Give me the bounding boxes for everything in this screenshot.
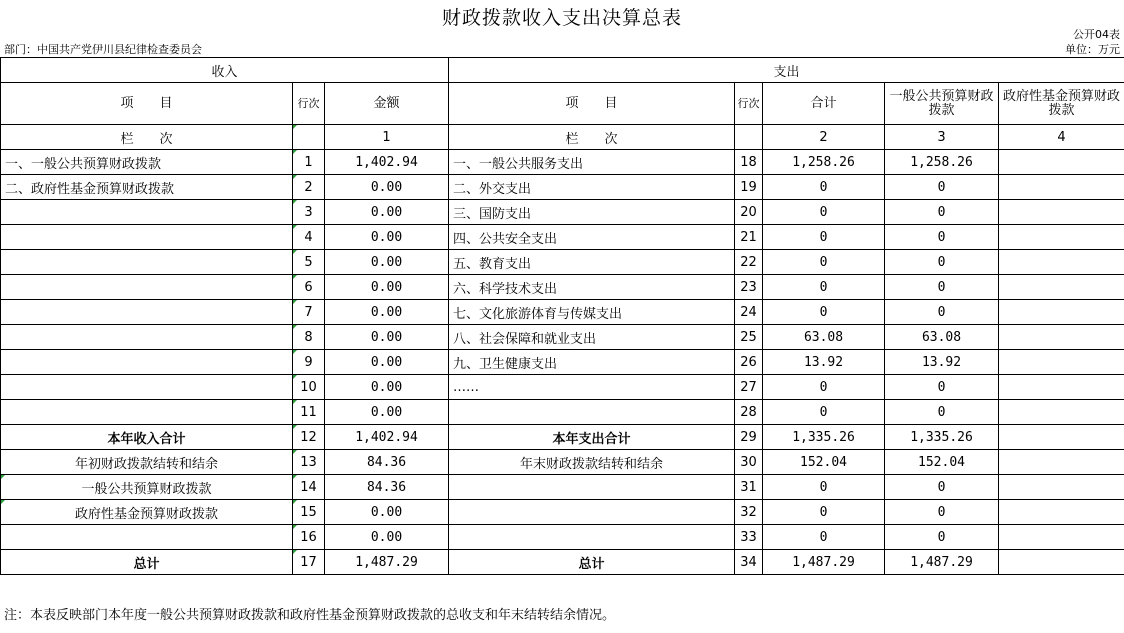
income-line-cell: 16 [293, 525, 325, 550]
expense-general-cell: 0 [885, 300, 999, 325]
table-row [1, 275, 1124, 300]
income-amount-cell: 0.00 [325, 400, 449, 425]
col-index-4: 4 [999, 125, 1124, 150]
expense-fund-cell [999, 350, 1124, 375]
expense-total-cell: 0 [763, 500, 885, 525]
expense-total-cell: 0 [763, 275, 885, 300]
table-row [1, 325, 1124, 350]
income-item-cell: 政府性基金预算财政拨款 [1, 500, 293, 525]
income-amount-cell: 0.00 [325, 525, 449, 550]
income-line-cell: 13 [293, 450, 325, 475]
expense-total-cell: 0 [763, 225, 885, 250]
expense-item-cell [449, 500, 735, 525]
expense-general-cell: 0 [885, 175, 999, 200]
form-number: 公开04表 [1073, 28, 1120, 41]
expense-line-cell: 33 [735, 525, 763, 550]
expense-total-cell: 0 [763, 400, 885, 425]
income-line-cell: 14 [293, 475, 325, 500]
income-amount-cell: 0.00 [325, 325, 449, 350]
income-amount-cell: 0.00 [325, 275, 449, 300]
income-line-cell: 7 [293, 300, 325, 325]
expense-total-cell: 1,335.26 [763, 425, 885, 450]
income-item-cell [1, 200, 293, 225]
unit-label: 单位：万元 [1065, 43, 1120, 56]
expense-line-cell: 30 [735, 450, 763, 475]
table-row [1, 525, 1124, 550]
income-amount-cell: 0.00 [325, 225, 449, 250]
expense-item-cell: 一、一般公共服务支出 [449, 150, 735, 175]
expense-total-cell: 0 [763, 250, 885, 275]
income-amount-header: 金额 [325, 83, 449, 125]
table-row [1, 150, 1124, 175]
income-amount-cell: 1,402.94 [325, 150, 449, 175]
expense-line-cell: 20 [735, 200, 763, 225]
expense-general-cell: 0 [885, 275, 999, 300]
general-budget-header: 一般公共预算财政拨款 [885, 83, 999, 125]
table-row [1, 200, 1124, 225]
income-item-cell [1, 525, 293, 550]
expense-general-cell: 0 [885, 225, 999, 250]
expense-total-cell: 152.04 [763, 450, 885, 475]
table-row [1, 500, 1124, 525]
column-header-row [1, 83, 1124, 125]
expense-total-cell: 1,258.26 [763, 150, 885, 175]
income-item-cell: 年初财政拨款结转和结余 [1, 450, 293, 475]
table-row [1, 450, 1124, 475]
expense-general-cell: 0 [885, 250, 999, 275]
expense-total-cell: 0 [763, 475, 885, 500]
expense-general-cell: 13.92 [885, 350, 999, 375]
income-item-cell: 二、政府性基金预算财政拨款 [1, 175, 293, 200]
expense-line-cell: 23 [735, 275, 763, 300]
expense-line-cell: 27 [735, 375, 763, 400]
expense-general-cell: 0 [885, 400, 999, 425]
expense-fund-cell [999, 375, 1124, 400]
table-row [1, 250, 1124, 275]
expense-item-cell: 四、公共安全支出 [449, 225, 735, 250]
income-item-cell [1, 225, 293, 250]
expense-fund-cell [999, 250, 1124, 275]
expense-line-cell: 19 [735, 175, 763, 200]
expense-item-cell: 二、外交支出 [449, 175, 735, 200]
income-line-cell: 9 [293, 350, 325, 375]
expense-general-cell: 0 [885, 375, 999, 400]
income-line-cell: 1 [293, 150, 325, 175]
expense-general-cell: 1,335.26 [885, 425, 999, 450]
income-amount-cell: 84.36 [325, 450, 449, 475]
report-title: 财政拨款收入支出决算总表 [441, 7, 682, 29]
table-row [1, 425, 1124, 450]
expense-item-cell: 八、社会保障和就业支出 [449, 325, 735, 350]
income-amount-cell: 1,487.29 [325, 550, 449, 575]
expense-item-cell: 本年支出合计 [449, 425, 735, 450]
expense-fund-cell [999, 325, 1124, 350]
table-row [1, 225, 1124, 250]
expense-fund-cell [999, 475, 1124, 500]
income-line-cell: 6 [293, 275, 325, 300]
expense-fund-cell [999, 175, 1124, 200]
income-item-cell: 总计 [1, 550, 293, 575]
income-line-cell: 15 [293, 500, 325, 525]
expense-fund-cell [999, 450, 1124, 475]
income-amount-cell: 1,402.94 [325, 425, 449, 450]
expense-item-cell [449, 525, 735, 550]
expense-general-cell: 0 [885, 500, 999, 525]
expense-total-cell: 13.92 [763, 350, 885, 375]
income-item-cell [1, 275, 293, 300]
finance-table [0, 57, 1124, 575]
income-line-cell: 8 [293, 325, 325, 350]
table-row [1, 550, 1124, 575]
expense-fund-cell [999, 275, 1124, 300]
expense-general-cell: 63.08 [885, 325, 999, 350]
expense-fund-cell [999, 550, 1124, 575]
income-amount-cell: 0.00 [325, 350, 449, 375]
income-line-cell: 2 [293, 175, 325, 200]
expense-line-cell: 32 [735, 500, 763, 525]
expense-item-cell: 三、国防支出 [449, 200, 735, 225]
expense-general-cell: 0 [885, 525, 999, 550]
income-amount-cell: 0.00 [325, 500, 449, 525]
column-index-row [1, 125, 1124, 150]
income-line-cell: 4 [293, 225, 325, 250]
col-index-2: 2 [763, 125, 885, 150]
income-item-cell: 一般公共预算财政拨款 [1, 475, 293, 500]
expense-fund-cell [999, 500, 1124, 525]
expense-item-cell: 七、文化旅游体育与传媒支出 [449, 300, 735, 325]
expense-line-cell: 18 [735, 150, 763, 175]
expense-total-cell: 63.08 [763, 325, 885, 350]
expense-fund-cell [999, 425, 1124, 450]
expense-line-cell: 24 [735, 300, 763, 325]
expense-fund-cell [999, 525, 1124, 550]
expense-fund-cell [999, 200, 1124, 225]
expense-line-cell: 29 [735, 425, 763, 450]
income-line-cell: 5 [293, 250, 325, 275]
income-item-cell [1, 350, 293, 375]
expense-total-cell: 0 [763, 200, 885, 225]
income-line-cell: 12 [293, 425, 325, 450]
expense-item-cell: 六、科学技术支出 [449, 275, 735, 300]
col-index-1: 1 [325, 125, 449, 150]
table-row [1, 400, 1124, 425]
table-row [1, 175, 1124, 200]
income-amount-cell: 0.00 [325, 175, 449, 200]
table-body [1, 150, 1124, 575]
expense-lanci-label: 栏 次 [449, 125, 735, 150]
expense-total-cell: 0 [763, 175, 885, 200]
expense-line-header: 行次 [735, 83, 763, 125]
expense-total-cell: 0 [763, 375, 885, 400]
expense-fund-cell [999, 300, 1124, 325]
expense-section-header: 支出 [449, 58, 1124, 83]
expense-item-cell: 总计 [449, 550, 735, 575]
income-line-header: 行次 [293, 83, 325, 125]
expense-item-cell: 五、教育支出 [449, 250, 735, 275]
expense-item-cell [449, 400, 735, 425]
income-lanci-line-cell [293, 125, 325, 150]
income-line-cell: 11 [293, 400, 325, 425]
table-row [1, 375, 1124, 400]
expense-line-cell: 26 [735, 350, 763, 375]
expense-total-cell: 1,487.29 [763, 550, 885, 575]
income-item-cell [1, 250, 293, 275]
income-section-header: 收入 [1, 58, 449, 83]
expense-fund-cell [999, 225, 1124, 250]
expense-general-cell: 152.04 [885, 450, 999, 475]
expense-line-cell: 22 [735, 250, 763, 275]
expense-item-header: 项 目 [449, 83, 735, 125]
income-item-cell [1, 325, 293, 350]
expense-line-cell: 31 [735, 475, 763, 500]
income-line-cell: 3 [293, 200, 325, 225]
expense-line-cell: 28 [735, 400, 763, 425]
expense-fund-cell [999, 150, 1124, 175]
section-header-row [1, 58, 1124, 83]
expense-general-cell: 0 [885, 200, 999, 225]
gov-fund-header: 政府性基金预算财政拨款 [999, 83, 1124, 125]
income-lanci-label: 栏 次 [1, 125, 293, 150]
table-row [1, 350, 1124, 375]
expense-item-cell: 九、卫生健康支出 [449, 350, 735, 375]
income-item-header: 项 目 [1, 83, 293, 125]
income-item-cell [1, 400, 293, 425]
income-amount-cell: 0.00 [325, 300, 449, 325]
expense-fund-cell [999, 400, 1124, 425]
expense-total-cell: 0 [763, 525, 885, 550]
income-amount-cell: 0.00 [325, 200, 449, 225]
expense-general-cell: 1,258.26 [885, 150, 999, 175]
footnote: 注：本表反映部门本年度一般公共预算财政拨款和政府性基金预算财政拨款的总收支和年末结转结余情况。 [4, 608, 616, 623]
income-amount-cell: 84.36 [325, 475, 449, 500]
income-line-cell: 10 [293, 375, 325, 400]
table-row [1, 475, 1124, 500]
col-index-3: 3 [885, 125, 999, 150]
income-item-cell [1, 300, 293, 325]
table-row [1, 300, 1124, 325]
expense-general-cell: 1,487.29 [885, 550, 999, 575]
expense-total-cell: 0 [763, 300, 885, 325]
income-line-cell: 17 [293, 550, 325, 575]
expense-line-cell: 34 [735, 550, 763, 575]
department-label: 部门：中国共产党伊川县纪律检查委员会 [4, 43, 202, 56]
income-amount-cell: 0.00 [325, 250, 449, 275]
income-item-cell [1, 375, 293, 400]
income-item-cell: 一、一般公共预算财政拨款 [1, 150, 293, 175]
income-amount-cell: 0.00 [325, 375, 449, 400]
income-item-cell: 本年收入合计 [1, 425, 293, 450]
expense-general-cell: 0 [885, 475, 999, 500]
expense-item-cell [449, 475, 735, 500]
expense-lanci-line-cell [735, 125, 763, 150]
expense-item-cell: 年末财政拨款结转和结余 [449, 450, 735, 475]
expense-line-cell: 25 [735, 325, 763, 350]
expense-line-cell: 21 [735, 225, 763, 250]
expense-total-header: 合计 [763, 83, 885, 125]
expense-item-cell: …… [449, 375, 735, 400]
